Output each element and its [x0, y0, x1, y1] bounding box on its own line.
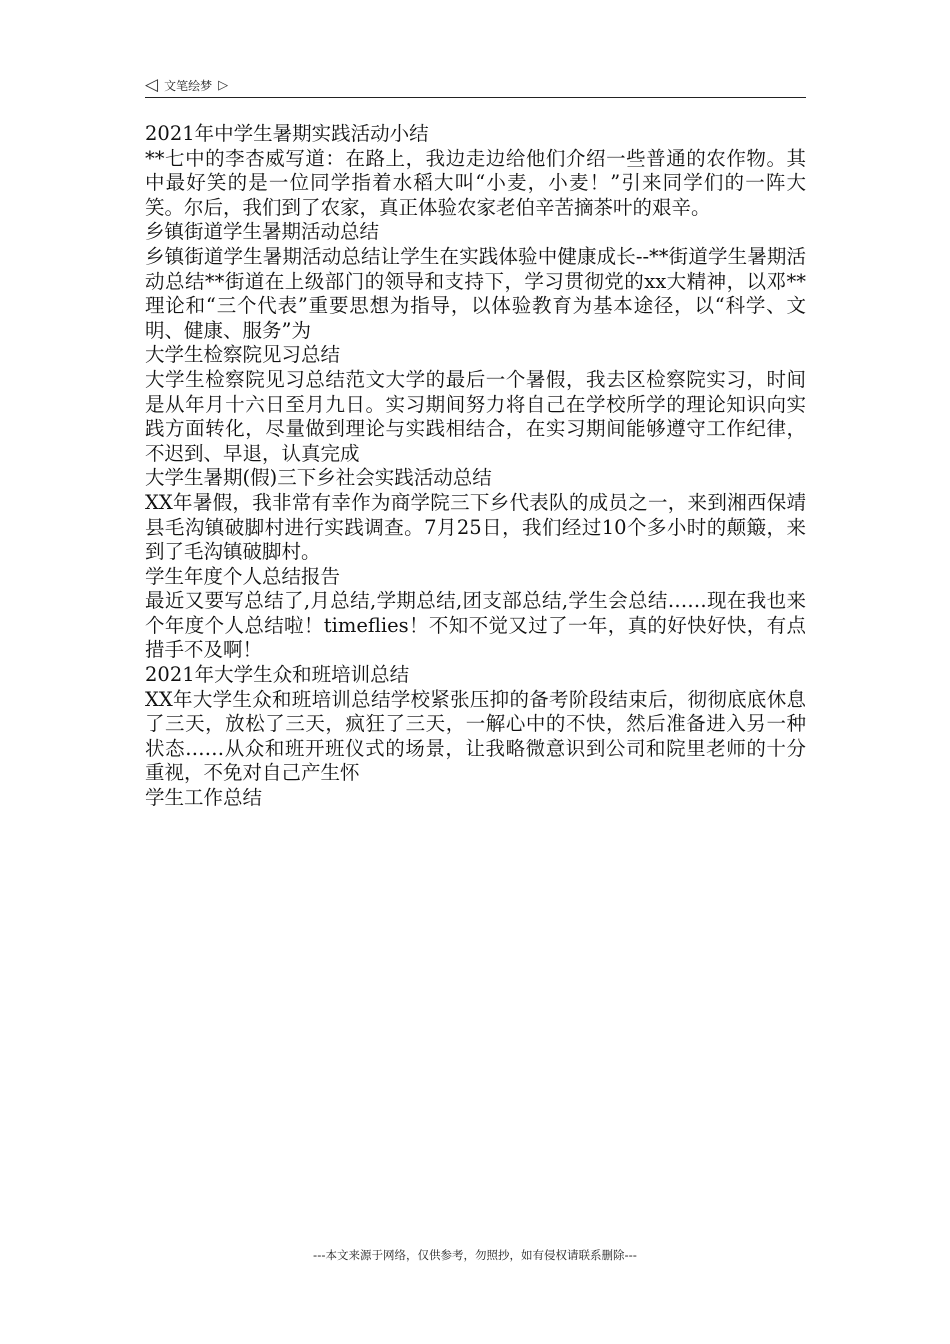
section-title: 大学生检察院见习总结	[145, 343, 341, 367]
header-divider	[145, 97, 806, 98]
section-title: 2021年中学生暑期实践活动小结	[145, 122, 429, 145]
section-body: **七中的李杏威写道：在路上，我边走边给他们介绍一些普通的农作物。其中最好笑的是一位同学指着水稻大叫“小麦，小麦！”引来同学们的一阵大笑。尔后，我们到了农家，真正体验农家老伯辛苦摘茶叶的艰辛。	[145, 146, 806, 219]
footer-disclaimer: ---本文来源于网络，仅供参考，勿照抄，如有侵权请联系删除---	[313, 1248, 637, 1262]
header-title: 文笔绘梦	[164, 78, 213, 93]
section-title: 大学生暑期(假)三下乡社会实践活动总结	[145, 466, 492, 490]
section-title: 学生工作总结	[145, 786, 263, 810]
page-header	[145, 74, 805, 96]
triangle-right-icon: ▷	[218, 77, 229, 93]
section-title: 乡镇街道学生暑期活动总结	[145, 220, 380, 244]
section-title: 学生年度个人总结报告	[145, 564, 341, 588]
document-body	[145, 122, 806, 811]
section-body: XX年暑假，我非常有幸作为商学院三下乡代表队的成员之一，来到湘西保靖县毛沟镇破脚村进行实践调查。7月25日，我们经过10个多小时的颠簸，来到了毛沟镇破脚村。	[145, 490, 806, 564]
section-body: XX年大学生众和班培训总结学校紧张压抑的备考阶段结束后，彻彻底底休息了三天，放松了三天，疯狂了三天，一解心中的不快，然后准备进入另一种状态……从众和班开班仪式的场景，让我略微意识到公司和院里老师的十分重视，不免对自己产生怀	[145, 687, 806, 785]
section-body: 大学生检察院见习总结范文大学的最后一个暑假，我去区检察院实习，时间是从年月十六日至月九日。实习期间努力将自己在学校所学的理论知识向实践方面转化，尽量做到理论与实践相结合，在实习期间能够遵守工作纪律，不迟到、早退，认真完成	[145, 367, 806, 465]
section-title: 2021年大学生众和班培训总结	[145, 663, 410, 687]
section-body: 乡镇街道学生暑期活动总结让学生在实践体验中健康成长--**街道学生暑期活动总结**街道在上级部门的领导和支持下，学习贯彻党的xx大精神，以邓**理论和“三个代表”重要思想为指导，以体验教育为基本途径，以“科学、文明、健康、服务”为	[145, 244, 806, 342]
section-body: 最近又要写总结了,月总结,学期总结,团支部总结,学生会总结……现在我也来个年度个人总结啦！timeflies！不知不觉又过了一年，真的好快好快，有点措手不及啊！	[145, 589, 806, 662]
triangle-left-icon: ◁	[145, 74, 159, 95]
